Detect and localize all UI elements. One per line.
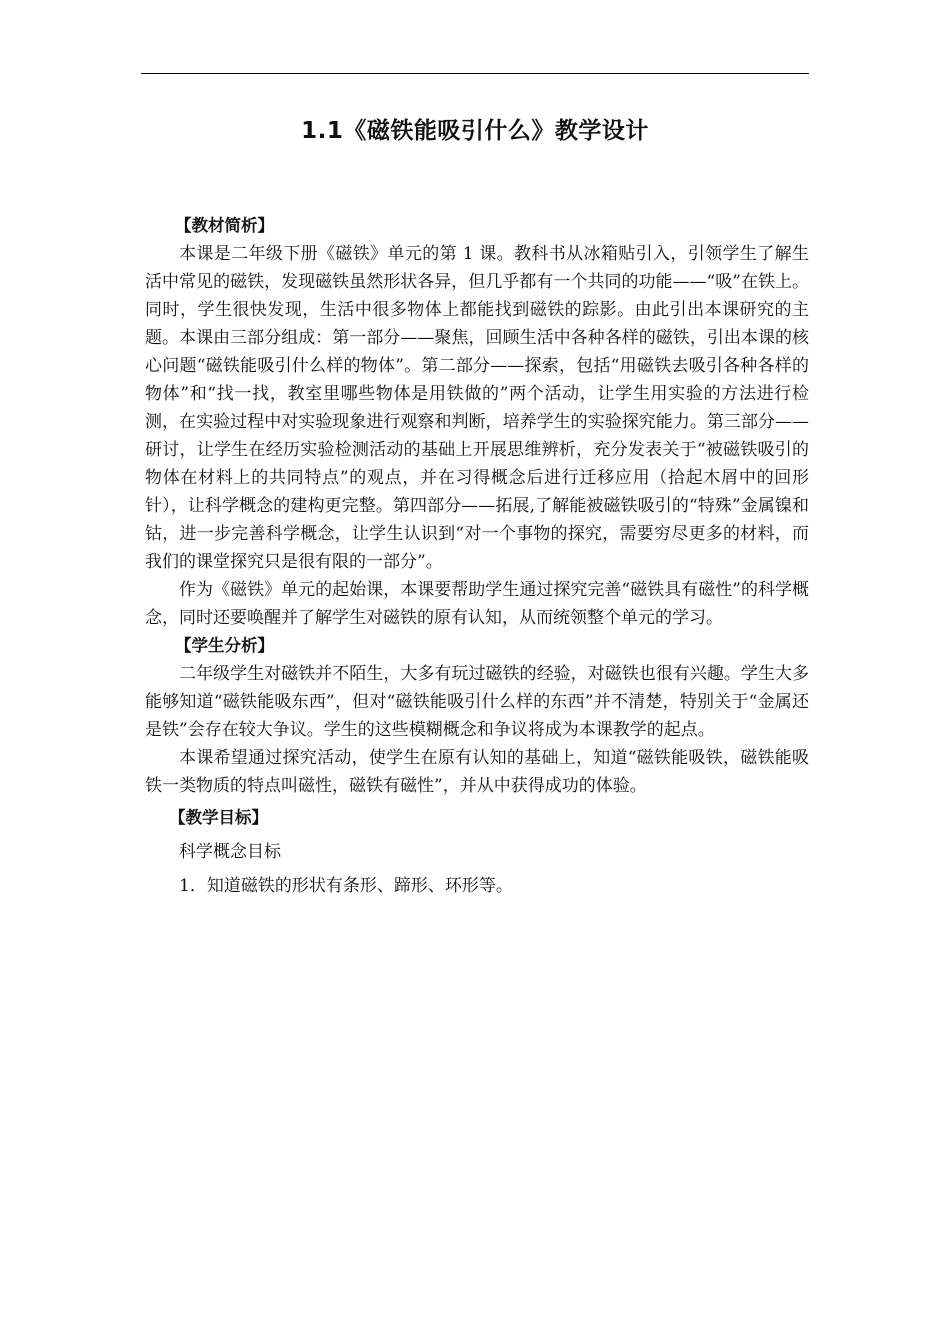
header-rule: [141, 73, 809, 74]
goals-subheading: 科学概念目标: [179, 842, 281, 862]
section-student-analysis: [145, 632, 809, 800]
document-body: [145, 212, 809, 900]
section-teaching-goals: [145, 804, 809, 900]
paragraph: 本课希望通过探究活动，使学生在原有认知的基础上，知道“磁铁能吸铁，磁铁能吸铁一类物质的特点叫磁性，磁铁有磁性”，并从中获得成功的体验。: [145, 748, 809, 796]
paragraph: 作为《磁铁》单元的起始课，本课要帮助学生通过探究完善“磁铁具有磁性”的科学概念，同时还要唤醒并了解学生对磁铁的原有认知，从而统领整个单元的学习。: [145, 580, 809, 628]
section-heading-students: 【学生分析】: [175, 636, 274, 655]
section-heading-textbook: 【教材简析】: [175, 216, 274, 235]
paragraph: 本课是二年级下册《磁铁》单元的第 1 课。教科书从冰箱贴引入，引领学生了解生活中常见的磁铁，发现磁铁虽然形状各异，但几乎都有一个共同的功能——“吸”在铁上。同时，学生很快发现，生活中很多物体上都能找到磁铁的踪影。由此引出本课研究的主题。本课由三部分组成：第一部分——聚焦，回顾生活中各种各样的磁铁，引出本课的核心问题“磁铁能吸引什么样的物体”。第二部分——探索，包括“用磁铁去吸引各种各样的物体”和“找一找，教室里哪些物体是用铁做的”两个活动，让学生用实验的方法进行检测，在实验过程中对实验现象进行观察和判断，培养学生的实验探究能力。第三部分——研讨，让学生在经历实验检测活动的基础上开展思维辨析，充分发表关于“被磁铁吸引的物体在材料上的共同特点”的观点，并在习得概念后进行迁移应用（拾起木屑中的回形针），让科学概念的建构更完整。第四部分——拓展,了解能被磁铁吸引的“特殊”金属镍和钴，进一步完善科学概念，让学生认识到“对一个事物的探究，需要穷尽更多的材料，而我们的课堂探究只是很有限的一部分”。: [145, 244, 809, 572]
section-textbook-analysis: [145, 212, 809, 632]
goal-item: 1．知道磁铁的形状有条形、蹄形、环形等。: [179, 876, 513, 896]
section-heading-goals: 【教学目标】: [169, 808, 268, 827]
paragraph: 二年级学生对磁铁并不陌生，大多有玩过磁铁的经验，对磁铁也很有兴趣。学生大多能够知道“磁铁能吸东西”，但对“磁铁能吸引什么样的东西”并不清楚，特别关于“金属还是铁”会存在较大争议。学生的这些模糊概念和争议将成为本课教学的起点。: [145, 664, 809, 740]
page-title: 1.1《磁铁能吸引什么》教学设计: [301, 118, 649, 144]
